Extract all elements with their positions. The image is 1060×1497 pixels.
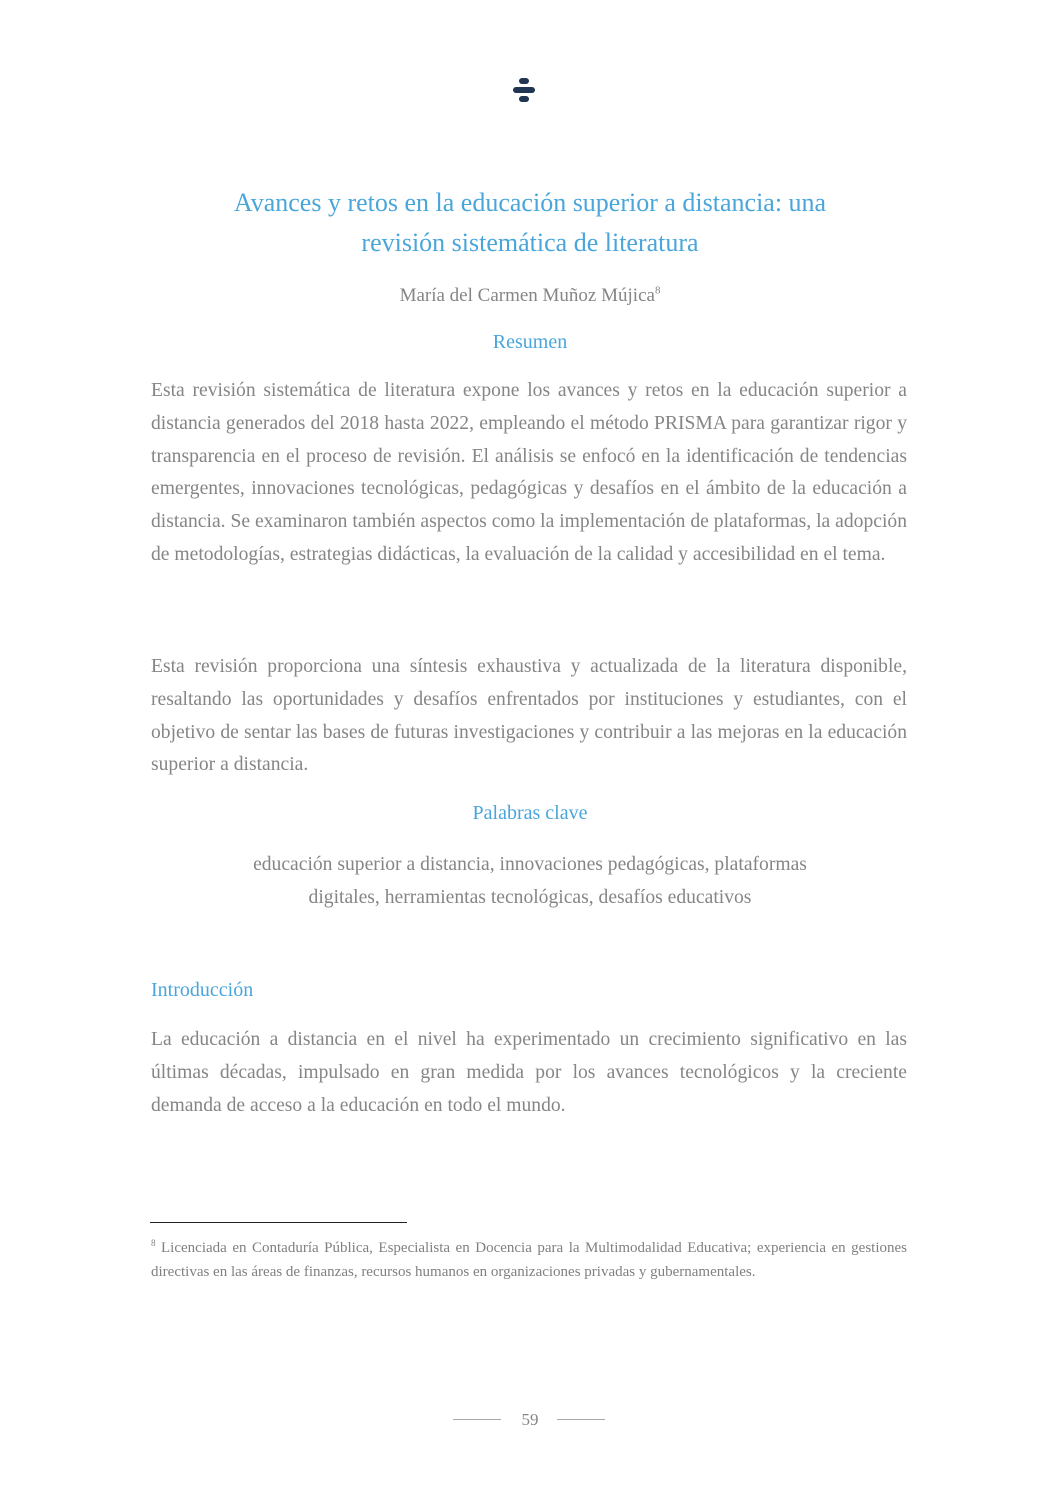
abstract-paragraph-1: Esta revisión sistemática de literatura expone los avances y retos en la educación superior a distancia generados del 2018 hasta 2022, empleando el método PRISMA para garantizar rigor y transparencia en el proceso de revisión. El análisis se enfocó en la identificación de tendencias emergentes, innovaciones tecnológicas, pedagógicas y desafíos en el ámbito de la educación a distancia. Se examinaron también aspectos como la implementación de plataformas, la adopción de metodologías, estrategias didácticas, la evaluación de la calidad y accesibilidad en el tema. <box>151 380 907 565</box>
article-title-line-2: revisión sistemática de literatura <box>361 228 699 257</box>
author-line <box>150 282 910 310</box>
introduction-paragraph-1: La educación a distancia en el nivel ha experimentado un crecimiento significativo en las últimas décadas, impulsado en gran medida por los avances tecnológicos y la creciente demanda de acceso a la educación en todo el mundo. <box>151 1029 907 1116</box>
footnote-divider <box>150 1222 407 1223</box>
footnote <box>151 1237 907 1284</box>
author-footnote-ref: 8 <box>654 284 661 297</box>
page-number: 59 <box>521 1410 539 1429</box>
keywords-line-2: digitales, herramientas tecnológicas, desafíos educativos <box>308 887 752 908</box>
author-name: María del Carmen Muñoz Mújica <box>399 285 655 306</box>
footnote-marker: 8 <box>151 1238 156 1248</box>
stacked-bars-logo-icon <box>513 78 535 104</box>
page-number-rule-right <box>557 1419 605 1420</box>
page-number-rule-left <box>453 1419 501 1420</box>
abstract-paragraph-2: Esta revisión proporciona una síntesis exhaustiva y actualizada de la literatura disponible, resaltando las oportunidades y desafíos enfrentados por instituciones y estudiantes, con el objetivo de sentar las bases de futuras investigaciones y contribuir a las mejoras en la educación superior a distancia. <box>151 656 907 776</box>
article-title <box>150 183 910 263</box>
keywords-line-1: educación superior a distancia, innovaciones pedagógicas, plataformas <box>253 854 807 875</box>
footnote-text: Licenciada en Contaduría Pública, Especialista en Docencia para la Multimodalidad Educativa; experiencia en gestiones directivas en las áreas de finanzas, recursos humanos en organizaciones privadas y gubernamentales. <box>151 1240 907 1280</box>
keywords-list <box>150 848 910 914</box>
keywords-heading: Palabras clave <box>472 802 588 824</box>
abstract-heading: Resumen <box>492 331 568 353</box>
introduction-heading: Introducción <box>151 979 254 1001</box>
article-title-line-1: Avances y retos en la educación superior a distancia: una <box>233 188 827 217</box>
